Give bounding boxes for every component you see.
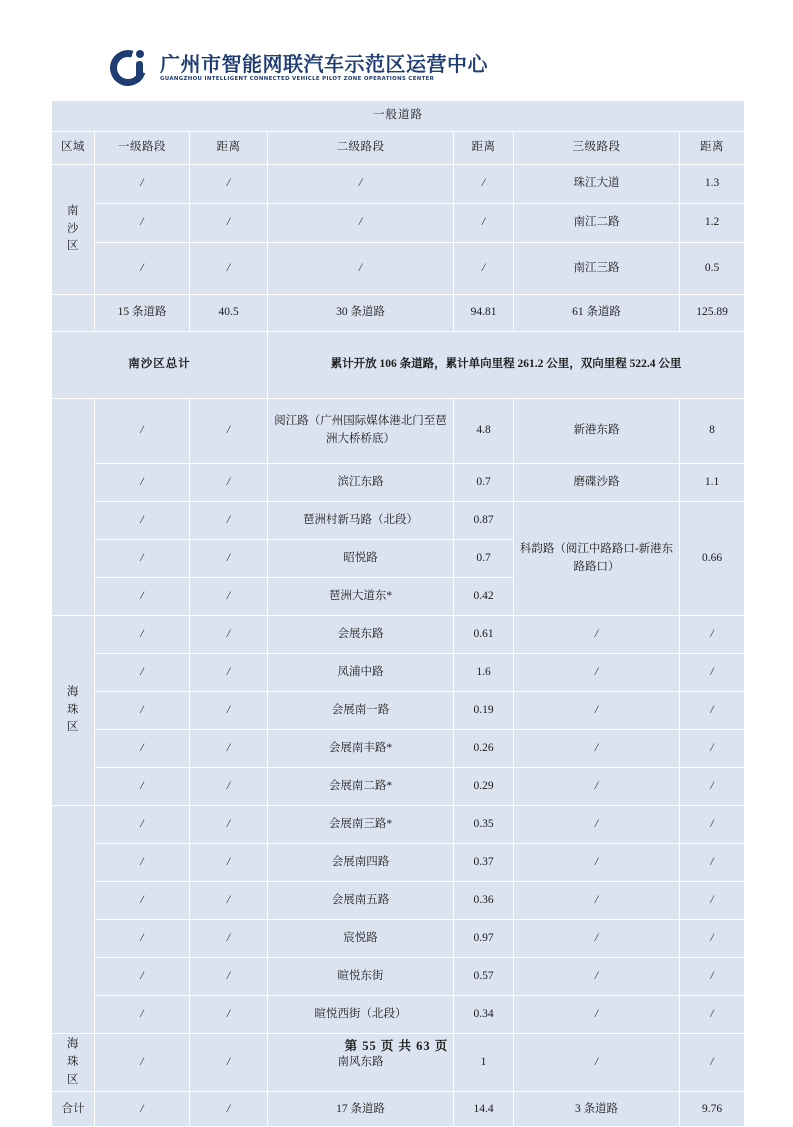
cell-distance1-total: / <box>190 1092 268 1127</box>
cell-distance2: 0.26 <box>454 730 514 768</box>
cell-level3: 南江三路 <box>514 243 680 295</box>
cell-level3-count: 61 条道路 <box>514 295 680 332</box>
cell-level2: / <box>268 165 454 204</box>
cell-level2: 会展南三路* <box>268 806 454 844</box>
cell-distance2: / <box>454 204 514 243</box>
brand-text <box>160 51 488 82</box>
cell-distance3: / <box>680 844 745 882</box>
cell-distance2: 0.87 <box>454 502 514 540</box>
cell-level2: 南风东路 <box>268 1034 454 1092</box>
cell-distance3: 1.3 <box>680 165 745 204</box>
table-row <box>52 654 745 692</box>
general-road-table <box>51 100 745 1127</box>
cell-distance3: / <box>680 920 745 958</box>
cell-distance2: 1.6 <box>454 654 514 692</box>
cell-distance3-keyun: 0.66 <box>680 502 745 616</box>
cell-distance1: / <box>190 616 268 654</box>
cell-level2: 暄悦西街（北段） <box>268 996 454 1034</box>
cell-level1: / <box>95 882 190 920</box>
cell-level2: 会展东路 <box>268 616 454 654</box>
cell-level1-total: / <box>95 1092 190 1127</box>
cell-level2: 滨江东路 <box>268 464 454 502</box>
col-header-region: 区域 <box>52 132 95 165</box>
circle-c-logo-icon <box>108 45 154 91</box>
cell-level1: / <box>95 692 190 730</box>
cell-level1: / <box>95 920 190 958</box>
region-label-haizhu-spacer <box>52 806 95 1034</box>
region-label-haizhu-1: 海 珠 区 <box>52 616 95 806</box>
cell-level1: / <box>95 730 190 768</box>
cell-distance3: / <box>680 806 745 844</box>
cell-level2: / <box>268 204 454 243</box>
table-row <box>52 616 745 654</box>
table-row <box>52 768 745 806</box>
cell-distance3: / <box>680 730 745 768</box>
cell-distance2-total: 14.4 <box>454 1092 514 1127</box>
cell-level1: / <box>95 616 190 654</box>
cell-distance3-total: 125.89 <box>680 295 745 332</box>
cell-distance1: / <box>190 204 268 243</box>
cell-distance3-total: 9.76 <box>680 1092 745 1127</box>
table-row <box>52 730 745 768</box>
cell-distance1: / <box>190 165 268 204</box>
cell-level3: 南江二路 <box>514 204 680 243</box>
table-row <box>52 958 745 996</box>
table-row <box>52 996 745 1034</box>
cell-level3: / <box>514 844 680 882</box>
cell-level2: 会展南丰路* <box>268 730 454 768</box>
total-label: 合计 <box>52 1092 95 1127</box>
cell-level1: / <box>95 844 190 882</box>
cell-distance3: 1.1 <box>680 464 745 502</box>
cell-level2: 会展南一路 <box>268 692 454 730</box>
cell-level3: 新港东路 <box>514 399 680 464</box>
cell-distance1: / <box>190 996 268 1034</box>
cell-distance2: 4.8 <box>454 399 514 464</box>
table-row-nansha-summary <box>52 332 745 399</box>
cell-level3: 磨碟沙路 <box>514 464 680 502</box>
cell-distance1: / <box>190 730 268 768</box>
table-title: 一般道路 <box>52 101 745 132</box>
cell-distance3: / <box>680 958 745 996</box>
cell-distance1: / <box>190 654 268 692</box>
cell-level2: 凤浦中路 <box>268 654 454 692</box>
nansha-summary-label: 南沙区总计 <box>52 332 268 399</box>
cell-level2: 会展南五路 <box>268 882 454 920</box>
table-row <box>52 844 745 882</box>
cell-level2-count: 30 条道路 <box>268 295 454 332</box>
col-header-level1: 一级路段 <box>95 132 190 165</box>
cell-level2: 会展南二路* <box>268 768 454 806</box>
table-title-row <box>52 101 745 132</box>
brand-name-en: GUANGZHOU INTELLIGENT CONNECTED VEHICLE PILOT ZONE OPERATIONS CENTER <box>160 75 435 82</box>
table-row <box>52 920 745 958</box>
table-row <box>52 399 745 464</box>
cell-level1: / <box>95 464 190 502</box>
cell-level1: / <box>95 243 190 295</box>
cell-distance3: / <box>680 616 745 654</box>
cell-distance2: 0.19 <box>454 692 514 730</box>
cell-level1: / <box>95 578 190 616</box>
table-header-row <box>52 132 745 165</box>
cell-level1: / <box>95 502 190 540</box>
cell-level2: 琶洲大道东* <box>268 578 454 616</box>
cell-level1: / <box>95 540 190 578</box>
cell-distance1: / <box>190 958 268 996</box>
cell-level1: / <box>95 204 190 243</box>
cell-level3: / <box>514 996 680 1034</box>
region-label-haizhu-top-spacer <box>52 399 95 616</box>
table-row <box>52 165 745 204</box>
cell-level3: 珠江大道 <box>514 165 680 204</box>
cell-distance1: / <box>190 464 268 502</box>
col-header-distance1: 距离 <box>190 132 268 165</box>
nansha-summary-text: 累计开放 106 条道路，累计单向里程 261.2 公里，双向里程 522.4 公里 <box>268 332 745 399</box>
cell-distance2: 0.37 <box>454 844 514 882</box>
cell-level1: / <box>95 996 190 1034</box>
cell-level1: / <box>95 654 190 692</box>
cell-distance1: / <box>190 502 268 540</box>
cell-distance1: / <box>190 399 268 464</box>
cell-distance1: / <box>190 844 268 882</box>
cell-level2: 阅江路（广州国际媒体港北门至琶洲大桥桥底） <box>268 399 454 464</box>
table-row <box>52 502 745 540</box>
cell-distance2: 0.7 <box>454 540 514 578</box>
cell-distance2: 0.42 <box>454 578 514 616</box>
cell-level2: 琶洲村新马路（北段） <box>268 502 454 540</box>
cell-region-empty <box>52 295 95 332</box>
cell-distance3: / <box>680 996 745 1034</box>
cell-level1: / <box>95 768 190 806</box>
cell-level3: / <box>514 806 680 844</box>
cell-level2: / <box>268 243 454 295</box>
table-row <box>52 204 745 243</box>
cell-distance2: 0.35 <box>454 806 514 844</box>
cell-level1: / <box>95 958 190 996</box>
road-table-container <box>51 100 744 1127</box>
cell-distance2: 0.29 <box>454 768 514 806</box>
cell-distance2: / <box>454 243 514 295</box>
cell-level2: 会展南四路 <box>268 844 454 882</box>
cell-distance1: / <box>190 882 268 920</box>
cell-distance1-total: 40.5 <box>190 295 268 332</box>
cell-distance2: 0.57 <box>454 958 514 996</box>
col-header-level2: 二级路段 <box>268 132 454 165</box>
cell-distance2: 1 <box>454 1034 514 1092</box>
region-label-haizhu-2: 海 珠 区 <box>52 1034 95 1092</box>
cell-level1: / <box>95 806 190 844</box>
col-header-distance3: 距离 <box>680 132 745 165</box>
region-label-nansha: 南 沙 区 <box>52 165 95 295</box>
col-header-level3: 三级路段 <box>514 132 680 165</box>
cell-level1: / <box>95 1034 190 1092</box>
table-row <box>52 464 745 502</box>
cell-distance1: / <box>190 540 268 578</box>
cell-distance3: 0.5 <box>680 243 745 295</box>
cell-level3: / <box>514 920 680 958</box>
cell-level3: / <box>514 654 680 692</box>
cell-distance3: / <box>680 692 745 730</box>
table-row <box>52 806 745 844</box>
cell-distance2: 0.61 <box>454 616 514 654</box>
cell-level2-total: 17 条道路 <box>268 1092 454 1127</box>
cell-level3: / <box>514 692 680 730</box>
cell-distance1: / <box>190 1034 268 1092</box>
table-row <box>52 882 745 920</box>
cell-distance3: 8 <box>680 399 745 464</box>
cell-distance1: / <box>190 806 268 844</box>
cell-level1: / <box>95 165 190 204</box>
cell-level3: / <box>514 882 680 920</box>
cell-distance2: 0.7 <box>454 464 514 502</box>
cell-distance2: 0.36 <box>454 882 514 920</box>
cell-level3-keyun: 科韵路（阅江中路路口-新港东路路口） <box>514 502 680 616</box>
cell-level3-total: 3 条道路 <box>514 1092 680 1127</box>
table-row <box>52 692 745 730</box>
cell-level1: / <box>95 399 190 464</box>
cell-distance3: / <box>680 1034 745 1092</box>
cell-level2: 宸悦路 <box>268 920 454 958</box>
cell-distance3: 1.2 <box>680 204 745 243</box>
cell-level3: / <box>514 730 680 768</box>
cell-distance2: / <box>454 165 514 204</box>
brand-header <box>108 42 488 94</box>
cell-level3: / <box>514 958 680 996</box>
col-header-distance2: 距离 <box>454 132 514 165</box>
page-footer: 第 55 页 共 63 页 <box>344 1039 449 1053</box>
table-row <box>52 243 745 295</box>
cell-level3: / <box>514 616 680 654</box>
cell-distance2: 0.97 <box>454 920 514 958</box>
cell-level3: / <box>514 1034 680 1092</box>
cell-distance2-total: 94.81 <box>454 295 514 332</box>
cell-distance3: / <box>680 768 745 806</box>
cell-distance1: / <box>190 578 268 616</box>
cell-distance1: / <box>190 920 268 958</box>
cell-level2: 昭悦路 <box>268 540 454 578</box>
brand-name-cn: 广州市智能网联汽车示范区运营中心 <box>160 51 488 76</box>
cell-distance3: / <box>680 654 745 692</box>
cell-distance1: / <box>190 243 268 295</box>
cell-level3: / <box>514 768 680 806</box>
cell-distance3: / <box>680 882 745 920</box>
cell-distance1: / <box>190 768 268 806</box>
table-row-nansha-counts <box>52 295 745 332</box>
cell-level2: 暄悦东街 <box>268 958 454 996</box>
cell-distance1: / <box>190 692 268 730</box>
cell-level1-count: 15 条道路 <box>95 295 190 332</box>
cell-distance2: 0.34 <box>454 996 514 1034</box>
